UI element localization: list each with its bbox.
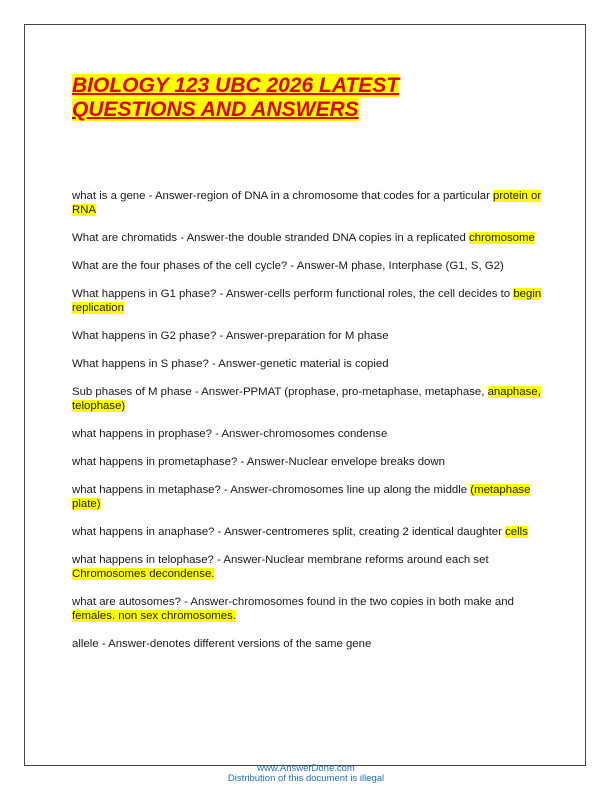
qa-item: [72, 329, 547, 343]
qa-item: [72, 189, 547, 217]
qa-highlighted-text: chromosome: [468, 232, 535, 244]
footer-note: Distribution of this document is illegal: [227, 773, 385, 784]
qa-highlighted-text: Chromosomes decondense.: [72, 568, 215, 580]
qa-item: [72, 455, 547, 469]
qa-text: allele - Answer-denotes different versions of the same gene: [72, 638, 372, 650]
qa-item: [72, 231, 547, 245]
qa-list: [72, 189, 547, 665]
qa-highlighted-text: (metaphase plate): [72, 484, 531, 510]
qa-text: What happens in G1 phase? - Answer-cells perform functional roles, the cell decides to: [72, 288, 514, 300]
qa-highlighted-text: protein or RNA: [72, 190, 542, 216]
qa-text: What happens in G2 phase? - Answer-preparation for M phase: [72, 330, 389, 342]
qa-text: What are the four phases of the cell cycle? - Answer-M phase, Interphase (G1, S, G2): [72, 260, 504, 272]
qa-text: what is a gene - Answer-region of DNA in a chromosome that codes for a particular: [72, 190, 494, 202]
qa-item: [72, 483, 547, 511]
title-line-2: QUESTIONS AND ANSWERS: [72, 98, 359, 121]
qa-text: what happens in prometaphase? - Answer-Nuclear envelope breaks down: [72, 456, 445, 468]
title-line-1: BIOLOGY 123 UBC 2026 LATEST: [72, 74, 400, 97]
qa-text: what happens in anaphase? - Answer-centromeres split, creating 2 identical daughter: [72, 526, 506, 538]
qa-item: [72, 287, 547, 315]
qa-text: what happens in prophase? - Answer-chromosomes condense: [72, 428, 388, 440]
qa-item: [72, 357, 547, 371]
qa-text: what happens in metaphase? - Answer-chromosomes line up along the middle: [72, 484, 471, 496]
qa-text: what happens in telophase? - Answer-Nuclear membrane reforms around each set: [72, 554, 489, 566]
qa-text: What happens in S phase? - Answer-genetic material is copied: [72, 358, 389, 370]
qa-item: [72, 259, 547, 273]
document-title: [72, 74, 542, 122]
qa-item: [72, 637, 547, 651]
qa-text: Sub phases of M phase - Answer-PPMAT (prophase, pro-metaphase, metaphase,: [72, 386, 488, 398]
qa-item: [72, 553, 547, 581]
qa-highlighted-text: cells: [505, 526, 528, 538]
qa-highlighted-text: anaphase, telophase): [72, 386, 541, 412]
qa-item: [72, 525, 547, 539]
qa-highlighted-text: females. non sex chromosomes.: [72, 610, 236, 622]
footer-url[interactable]: www.AnswerDone.com: [257, 763, 355, 774]
qa-item: [72, 595, 547, 623]
qa-text: what are autosomes? - Answer-chromosomes found in the two copies in both make and: [72, 596, 514, 608]
qa-highlighted-text: begin replication: [72, 288, 542, 314]
qa-item: [72, 385, 547, 413]
qa-text: What are chromatids - Answer-the double stranded DNA copies in a replicated: [72, 232, 469, 244]
qa-item: [72, 427, 547, 441]
